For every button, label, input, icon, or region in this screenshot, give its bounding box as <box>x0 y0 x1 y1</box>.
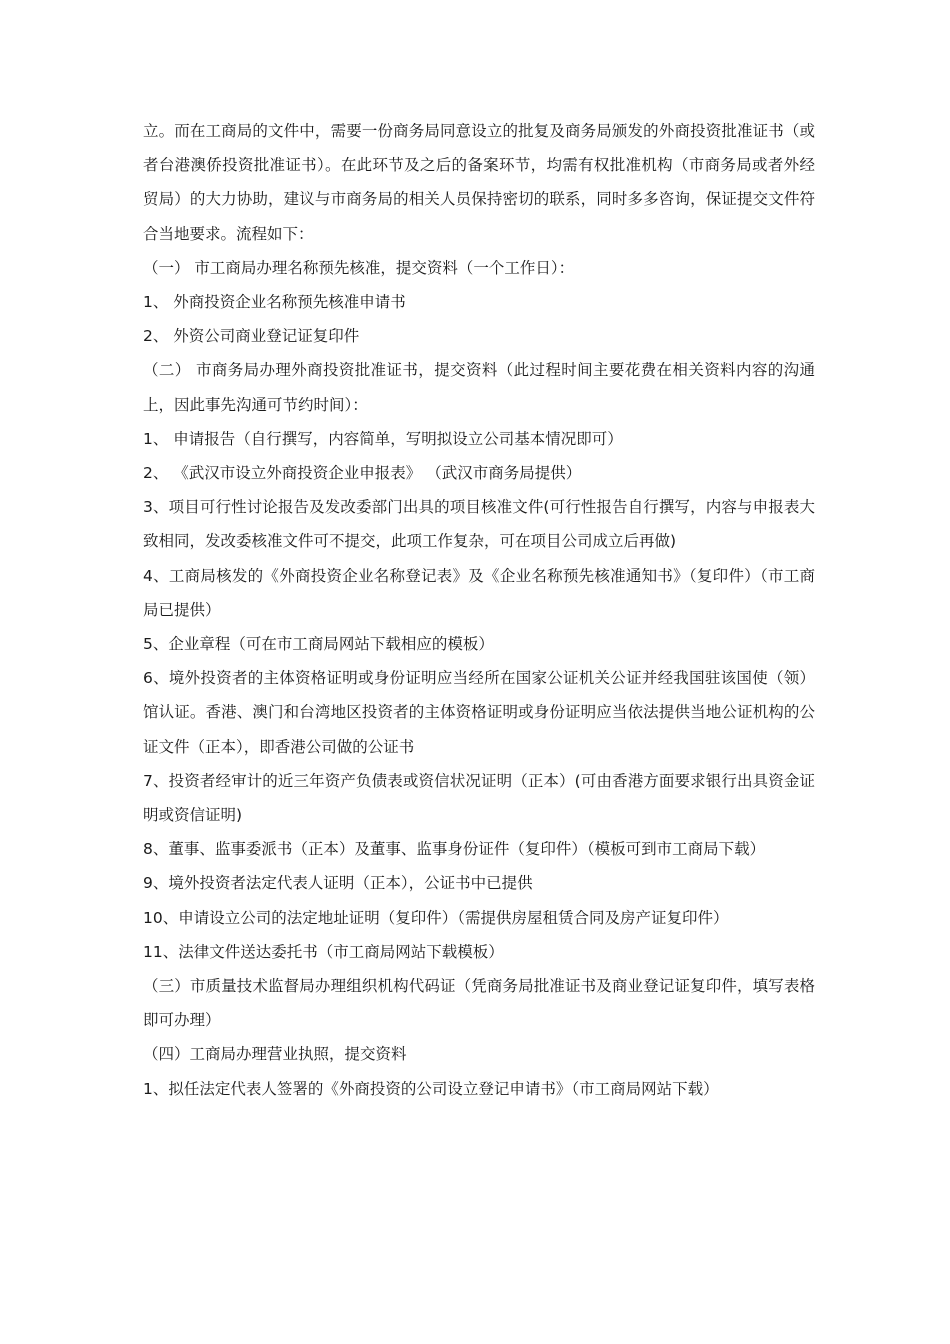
section-heading-2: （二） 市商务局办理外商投资批准证书，提交资料（此过程时间主要花费在相关资料内容的沟通上，因此事先沟通可节约时间）： <box>143 361 815 414</box>
list-item: 2、 《武汉市设立外商投资企业申报表》 （武汉市商务局提供） <box>143 464 582 483</box>
list-item: 1、拟任法定代表人签署的《外商投资的公司设立登记申请书》（市工商局网站下载） <box>143 1079 719 1098</box>
list-item: 6、境外投资者的主体资格证明或身份证明应当经所在国家公证机关公证并经我国驻该国使（领）馆认证。香港、澳门和台湾地区投资者的主体资格证明或身份证明应当依法提供当地公证机构的公证文件（正本），即香港公司做的公证书 <box>143 669 815 756</box>
section-heading-1: （一） 市工商局办理名称预先核准，提交资料（一个工作日）： <box>143 258 575 277</box>
list-item: 9、境外投资者法定代表人证明（正本），公证书中已提供 <box>143 874 533 893</box>
section-heading-3: （三）市质量技术监督局办理组织机构代码证（凭商务局批准证书及商业登记证复印件，填写表格即可办理） <box>143 977 815 1030</box>
paragraph-intro: 立。而在工商局的文件中，需要一份商务局同意设立的批复及商务局颁发的外商投资批准证书（或者台港澳侨投资批准证书）。在此环节及之后的备案环节，均需有权批准机构（市商务局或者外经贸局）的大力协助，建议与市商务局的相关人员保持密切的联系，同时多多咨询，保证提交文件符合当地要求。流程如下： <box>143 122 815 243</box>
list-item: 5、企业章程（可在市工商局网站下载相应的模板） <box>143 635 494 654</box>
section-heading-4: （四）工商局办理营业执照，提交资料 <box>143 1045 407 1064</box>
list-item: 4、工商局核发的《外商投资企业名称登记表》及《企业名称预先核准通知书》（复印件）（市工商局已提供） <box>143 566 815 619</box>
document-body <box>143 114 815 1106</box>
list-item: 1、 外商投资企业名称预先核准申请书 <box>143 293 406 312</box>
list-item: 10、申请设立公司的法定地址证明（复印件）（需提供房屋租赁合同及房产证复印件） <box>143 908 729 927</box>
list-item: 2、 外资公司商业登记证复印件 <box>143 327 360 346</box>
list-item: 11、法律文件送达委托书（市工商局网站下载模板） <box>143 942 504 961</box>
list-item: 8、董事、监事委派书（正本）及董事、监事身份证件（复印件）（模板可到市工商局下载） <box>143 840 766 859</box>
list-item: 3、项目可行性讨论报告及发改委部门出具的项目核准文件(可行性报告自行撰写，内容与申报表大致相同，发改委核准文件可不提交，此项工作复杂，可在项目公司成立后再做) <box>143 498 815 551</box>
list-item: 7、投资者经审计的近三年资产负债表或资信状况证明（正本）(可由香港方面要求银行出具资金证明或资信证明) <box>143 771 815 825</box>
list-item: 1、 申请报告（自行撰写，内容简单，写明拟设立公司基本情况即可） <box>143 429 623 448</box>
